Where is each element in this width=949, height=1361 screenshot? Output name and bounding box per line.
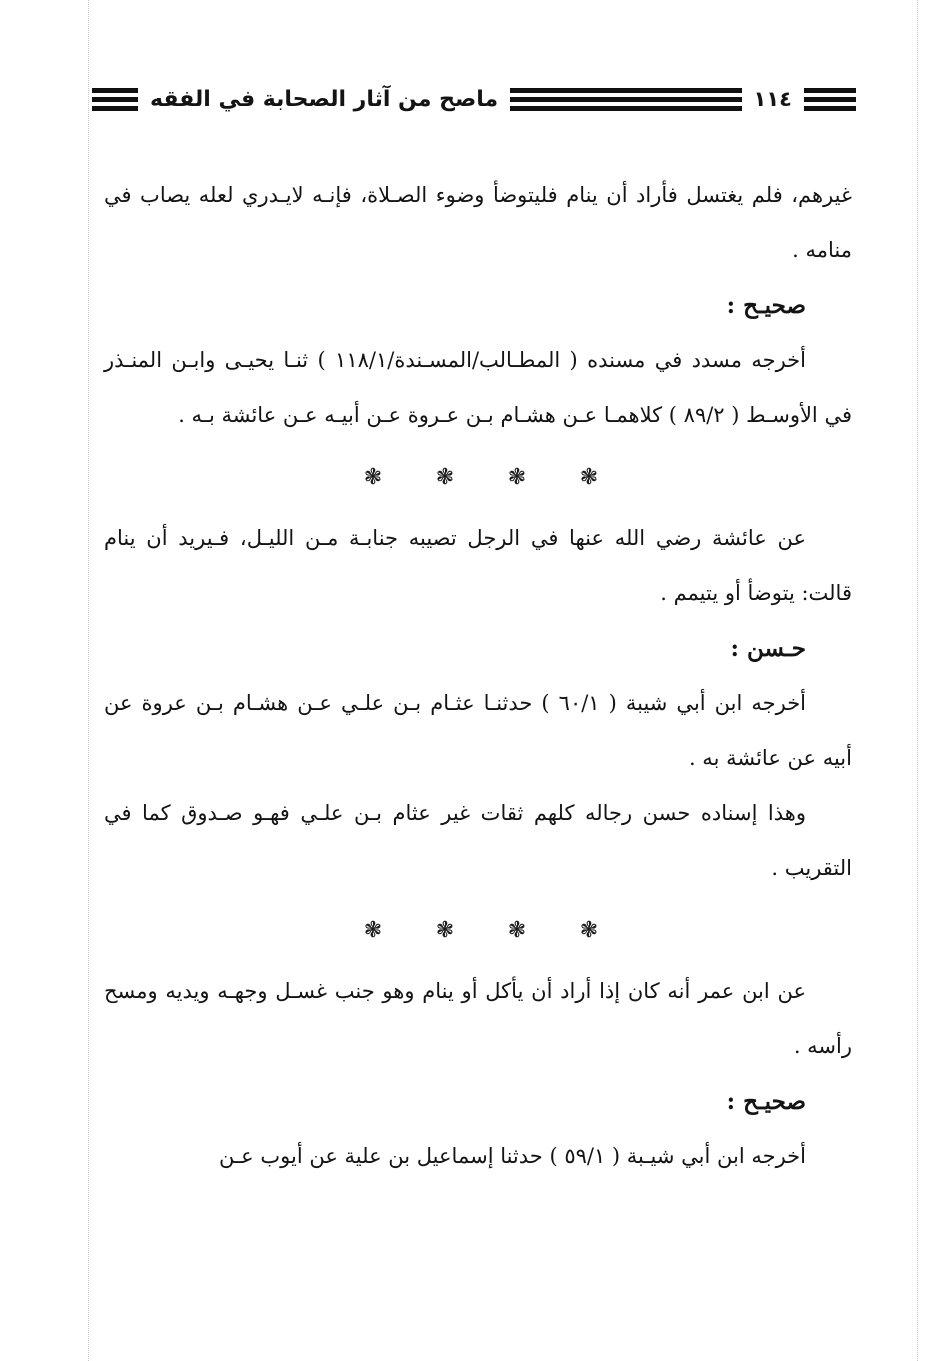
- header-rule-right: [804, 88, 856, 111]
- ornament-divider-1: [104, 443, 852, 511]
- ornament-star-icon: ❃: [363, 464, 383, 490]
- header-rule-left: [92, 88, 138, 111]
- book-title: ماصح من آثار الصحابة في الفقه: [150, 86, 499, 112]
- grade-label-sahih-1: صحيـح :: [726, 292, 806, 319]
- scan-guide-left: [88, 0, 89, 1361]
- paragraph-6: عن ابن عمر أنه كان إذا أراد أن يأكل أو ينام وهو جنب غسـل وجهـه ويديه ومسح رأسه .: [104, 979, 852, 1058]
- scan-guide-right: [917, 0, 918, 1361]
- page-body: [104, 168, 852, 1184]
- ornament-star-icon: ❃: [363, 917, 383, 943]
- page-header: [92, 78, 856, 120]
- ornament-divider-2: [104, 896, 852, 964]
- grade-label-hasan: حـسن :: [730, 635, 806, 662]
- page-number: ١١٤: [753, 87, 792, 111]
- grade-label-sahih-2: صحيـح :: [726, 1088, 806, 1115]
- paragraph-5: وهذا إسناده حسن رجاله كلهم ثقات غير عثام بـن علـي فهـو صـدوق كما في التقريب .: [104, 801, 852, 880]
- paragraph-7: أخرجه ابن أبي شيـبة ( ٥٩/١ ) حدثنا إسماعيل بن علية عن أيوب عـن: [219, 1144, 806, 1168]
- ornament-star-icon: ❃: [579, 917, 599, 943]
- paragraph-1: غيرهم، فلم يغتسل فأراد أن ينام فليتوضأ وضوء الصـلاة، فإنـه لايـدري لعله يصاب في منامه .: [104, 183, 852, 262]
- ornament-star-icon: ❃: [435, 464, 455, 490]
- ornament-star-icon: ❃: [579, 464, 599, 490]
- paragraph-2: أخرجه مسدد في مسنده ( المطـالب/المسـندة/١١٨/١ ) ثنـا يحيـى وابـن المنـذر في الأوسـط ( ٨٩/٢ ) كلاهمـا عـن هشـام بـن عـروة عـن أبيـه عـن عائشة بـه .: [104, 348, 852, 427]
- header-rule-middle: [510, 88, 741, 111]
- paragraph-4: أخرجه ابن أبي شيبة ( ٦٠/١ ) حدثنـا عثـام بـن علـي عـن هشـام بـن عروة عن أبيه عن عائشة به .: [104, 691, 852, 770]
- paragraph-3: عن عائشة رضي الله عنها في الرجل تصيبه جنابـة مـن الليـل، فـيريد أن ينام قالت: يتوضأ أو يتيمم .: [104, 526, 852, 605]
- ornament-star-icon: ❃: [507, 464, 527, 490]
- ornament-star-icon: ❃: [435, 917, 455, 943]
- ornament-star-icon: ❃: [507, 917, 527, 943]
